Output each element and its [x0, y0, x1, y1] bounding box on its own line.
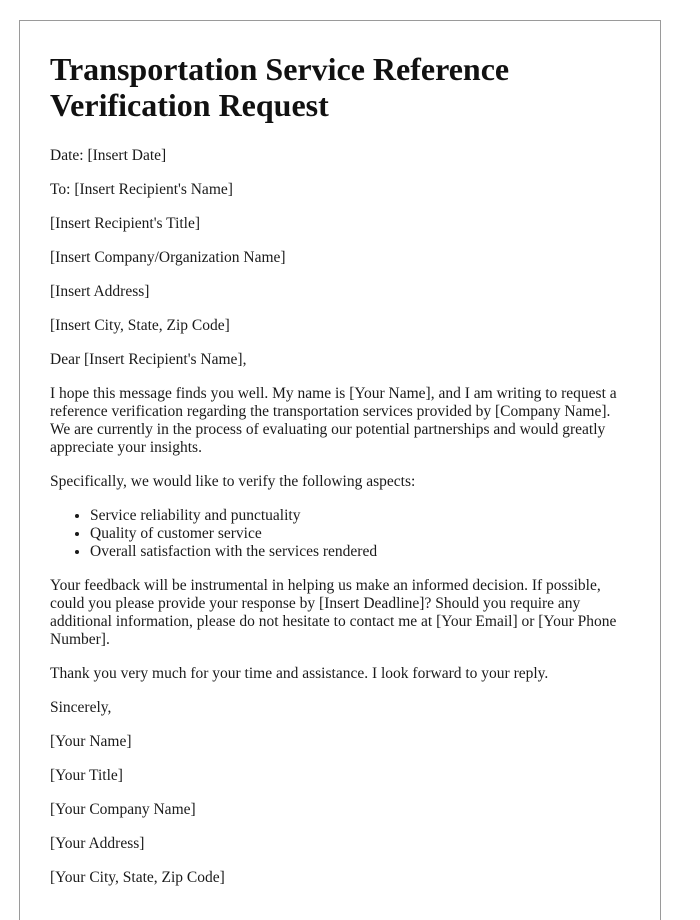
- signature-address: [Your Address]: [50, 835, 145, 852]
- salutation: Dear [Insert Recipient's Name],: [50, 351, 247, 368]
- list-item: • Service reliability and punctuality: [90, 507, 630, 525]
- letter-page: [19, 20, 661, 920]
- signature-name: [Your Name]: [50, 733, 132, 750]
- recipient-name-line: To: [Insert Recipient's Name]: [50, 181, 233, 198]
- intro-paragraph: I hope this message finds you well. My name is [Your Name], and I am writing to request a reference verification regarding the transportation services provided by [Company Name]. We are currently in the process of evaluating our potential partnerships and would greatly appreciate your insights.: [50, 385, 617, 456]
- signature-company: [Your Company Name]: [50, 801, 196, 818]
- signature-city-state-zip: [Your City, State, Zip Code]: [50, 869, 225, 886]
- list-item: • Overall satisfaction with the services rendered: [90, 543, 630, 561]
- recipient-title-line: [Insert Recipient's Title]: [50, 215, 201, 232]
- recipient-city-state-zip-line: [Insert City, State, Zip Code]: [50, 317, 230, 334]
- letter-title: Transportation Service Reference Verification Request: [50, 51, 510, 123]
- signature-title: [Your Title]: [50, 767, 123, 784]
- feedback-paragraph: Your feedback will be instrumental in helping us make an informed decision. If possible, could you please provide your response by [Insert Deadline]? Should you require any additional information, please do not hesitate to contact me at [Your Email] or [Your Phone Number].: [50, 577, 617, 648]
- closing: Sincerely,: [50, 699, 112, 716]
- recipient-organization-line: [Insert Company/Organization Name]: [50, 249, 286, 266]
- aspects-intro: Specifically, we would like to verify the following aspects:: [50, 473, 416, 490]
- thanks-paragraph: Thank you very much for your time and assistance. I look forward to your reply.: [50, 665, 549, 682]
- recipient-address-line: [Insert Address]: [50, 283, 150, 300]
- date-line: Date: [Insert Date]: [50, 147, 167, 164]
- list-item: • Quality of customer service: [90, 525, 630, 543]
- aspects-list: [50, 507, 630, 561]
